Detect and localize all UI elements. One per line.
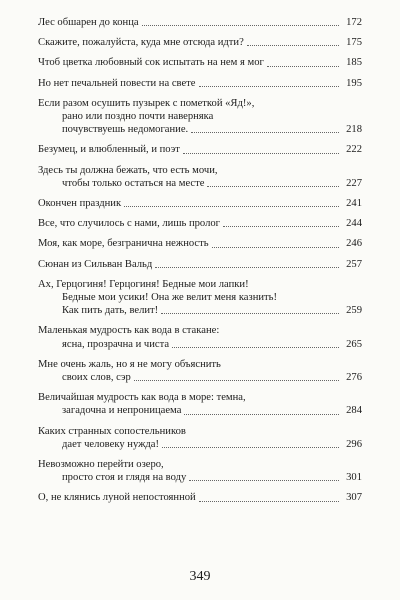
toc-entry-title: почувствуешь недомогание.	[62, 124, 189, 136]
toc-entry-title: Скажите, пожалуйста, куда мне отсюда идти?	[38, 37, 244, 49]
toc-entry-title: Безумец, и влюбленный, и поэт	[38, 144, 180, 156]
toc-entry-page: 241	[346, 198, 362, 210]
toc-entry	[38, 458, 362, 484]
dot-leader	[267, 66, 339, 67]
dot-leader	[212, 247, 339, 248]
page-number: 349	[189, 569, 211, 584]
toc-entry-page: 172	[346, 17, 362, 28]
toc-entry	[38, 56, 362, 69]
toc-entry-title: Маленькая мудрость как вода в стакане:	[38, 325, 220, 337]
dot-leader	[199, 501, 339, 502]
toc-entry-page: 218	[346, 124, 362, 136]
toc-entry-page: 265	[346, 338, 362, 350]
toc-entry-title: Лес обшарен до конца	[38, 17, 139, 28]
toc-entry-page: 227	[346, 177, 362, 189]
toc-entry-title: Но нет печальней повести на свете	[38, 77, 196, 89]
toc-entry	[38, 278, 362, 318]
toc-entry-page: 185	[346, 57, 362, 69]
toc-entry	[38, 16, 362, 29]
toc-entry-title: Как пить дать, велит!	[62, 305, 159, 317]
dot-leader	[184, 414, 339, 415]
toc-entry	[38, 164, 362, 190]
dot-leader	[155, 267, 339, 268]
toc-entry-title: Каких странных сопостельников	[38, 425, 186, 437]
toc-entry-title: Все, что случилось с нами, лишь пролог	[38, 218, 221, 230]
toc-entry	[38, 77, 362, 90]
toc-entry-page: 175	[346, 37, 362, 49]
toc-entry	[38, 143, 362, 156]
toc-entry-title: Мне очень жаль, но я не могу объяснить	[38, 358, 221, 370]
toc-entry-page: 301	[346, 472, 362, 484]
toc-entry-title: Чтоб цветка любовный сок испытать на нем я мог	[38, 57, 264, 69]
dot-leader	[124, 206, 339, 207]
toc-entry	[38, 97, 362, 137]
toc-entry	[38, 217, 362, 230]
toc-entry-title: ясна, прозрачна и чиста	[62, 338, 170, 350]
dot-leader	[207, 186, 339, 187]
toc-entry-title: Моя, как море, безгранична нежность	[38, 238, 209, 250]
dot-leader	[142, 25, 339, 26]
toc-entry	[38, 258, 362, 271]
toc-entry	[38, 391, 362, 417]
toc-entry-page: 222	[346, 144, 362, 156]
toc-entry	[38, 324, 362, 350]
toc-entry	[38, 36, 362, 49]
toc-entry-page: 259	[346, 305, 362, 317]
table-of-contents	[38, 16, 362, 512]
toc-entry-title: своих слов, сэр	[62, 372, 131, 384]
toc-entry-page: 244	[346, 218, 362, 230]
toc-entry-title: Бедные мои усики! Она же велит меня казнить!	[62, 292, 278, 304]
dot-leader	[199, 86, 340, 87]
toc-entry-title: рано или поздно почти наверняка	[62, 111, 214, 123]
dot-leader	[247, 45, 339, 46]
toc-entry	[38, 197, 362, 210]
toc-entry-page: 276	[346, 372, 362, 384]
toc-entry	[38, 425, 362, 451]
dot-leader	[162, 447, 339, 448]
toc-entry-title: загадочна и непроницаема	[62, 405, 182, 417]
toc-entry	[38, 237, 362, 250]
dot-leader	[172, 347, 339, 348]
toc-entry-title: просто стоя и глядя на воду	[62, 472, 187, 484]
dot-leader	[189, 480, 339, 481]
toc-entry-title: Сюнан из Сильван Вальд	[38, 258, 153, 270]
toc-entry-title: Здесь ты должна бежать, что есть мочи,	[38, 164, 218, 176]
toc-entry-page: 246	[346, 238, 362, 250]
toc-entry-page: 257	[346, 258, 362, 270]
dot-leader	[183, 153, 339, 154]
dot-leader	[191, 132, 339, 133]
toc-entry-title: Невозможно перейти озеро,	[38, 459, 164, 471]
toc-entry	[38, 358, 362, 384]
dot-leader	[223, 226, 339, 227]
dot-leader	[134, 380, 339, 381]
toc-entry-title: Если разом осушить пузырек с пометкой «Яд!»,	[38, 97, 255, 109]
toc-entry-page: 284	[346, 405, 362, 417]
toc-entry-title: О, не клянись луной непостоянной	[38, 492, 196, 504]
dot-leader	[161, 313, 339, 314]
toc-entry-title: Ах, Герцогиня! Герцогиня! Бедные мои лапки!	[38, 278, 249, 290]
toc-entry	[38, 491, 362, 504]
toc-entry-title: Величайшая мудрость как вода в море: темна,	[38, 392, 246, 404]
toc-entry-title: дает человеку нужда!	[62, 438, 160, 450]
toc-entry-page: 195	[346, 77, 362, 89]
toc-entry-page: 307	[346, 492, 362, 504]
toc-entry-title: чтобы только остаться на месте	[62, 177, 205, 189]
toc-entry-title: Окончен праздник	[38, 198, 122, 210]
toc-entry-page: 296	[346, 438, 362, 450]
